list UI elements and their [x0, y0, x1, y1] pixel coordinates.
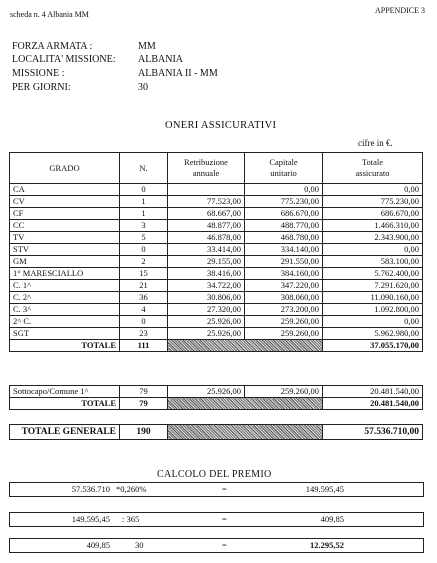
- table-row: [10, 268, 423, 280]
- cell-cap: 308.060,00: [245, 292, 323, 304]
- cell-cap: 347.220,00: [245, 280, 323, 292]
- info-value-forza-armata: MM: [138, 41, 156, 52]
- cell-tot: 2.343.900,00: [323, 232, 423, 244]
- currency-note: cifre in €.: [358, 138, 393, 148]
- cell-cap: 488.770,00: [245, 220, 323, 232]
- totale-row: [10, 340, 423, 352]
- calcolo-equals: =: [222, 540, 227, 550]
- calcolo-result: 409,85: [320, 514, 344, 524]
- cell-cap: 273.200,00: [245, 304, 323, 316]
- appendix-label: APPENDICE 3: [374, 6, 425, 15]
- cell-n: 1: [120, 208, 168, 220]
- cell-retr: 29.155,00: [168, 256, 245, 268]
- header-n: N.: [120, 153, 168, 184]
- cell-tot: 20.481.540,00: [323, 386, 423, 398]
- cell-cap: 259.260,00: [245, 386, 323, 398]
- shaded-cell: [168, 398, 323, 410]
- calcolo-operand: 409,85: [86, 540, 110, 550]
- cell-retr: 25.926,00: [168, 386, 245, 398]
- totale-generale-amount: 57.536.710,00: [323, 425, 423, 440]
- cell-retr: 34.722,00: [168, 280, 245, 292]
- cell-tot: 0,00: [323, 244, 423, 256]
- cell-n: 15: [120, 268, 168, 280]
- info-value-giorni: 30: [138, 82, 148, 93]
- calcolo-row: [9, 512, 424, 527]
- table-row: [10, 304, 423, 316]
- table-row: [10, 386, 423, 398]
- info-label-giorni: PER GIORNI:: [12, 82, 71, 93]
- info-label-missione: MISSIONE :: [12, 68, 65, 79]
- cell-grado: SGT: [10, 328, 120, 340]
- sottocapo-table: [9, 385, 423, 410]
- table-row: [10, 256, 423, 268]
- cell-grado: Sottocapo/Comune 1^: [10, 386, 120, 398]
- cell-cap: 259.260,00: [245, 328, 323, 340]
- cell-tot: 0,00: [323, 184, 423, 196]
- cell-cap: 775.230,00: [245, 196, 323, 208]
- cell-tot: 5.762.400,00: [323, 268, 423, 280]
- header-retribuzione: Retribuzione annuale: [168, 153, 245, 184]
- cell-grado: C. 2^: [10, 292, 120, 304]
- table-header-row: [10, 153, 423, 184]
- cell-grado: CV: [10, 196, 120, 208]
- document-reference: scheda n. 4 Albania MM: [10, 10, 89, 19]
- cell-grado: C. 3^: [10, 304, 120, 316]
- cell-grado: GM: [10, 256, 120, 268]
- header-grado: GRADO: [10, 153, 120, 184]
- cell-retr: 30.806,00: [168, 292, 245, 304]
- totale-label: TOTALE: [10, 340, 120, 352]
- totale-amount: 20.481.540,00: [323, 398, 423, 410]
- cell-n: 23: [120, 328, 168, 340]
- calcolo-title: CALCOLO DEL PREMIO: [157, 469, 272, 480]
- cell-n: 4: [120, 304, 168, 316]
- cell-n: 21: [120, 280, 168, 292]
- cell-cap: 384.160,00: [245, 268, 323, 280]
- totale-label: TOTALE: [10, 398, 120, 410]
- calcolo-final-result: 12.295,52: [310, 540, 344, 550]
- cell-grado: 1° MARESCIALLO: [10, 268, 120, 280]
- cell-retr: 27.320,00: [168, 304, 245, 316]
- calcolo-equals: =: [222, 484, 227, 494]
- totale-n: 79: [120, 398, 168, 410]
- cell-cap: 334.140,00: [245, 244, 323, 256]
- calcolo-operand: 57.536.710: [71, 484, 110, 494]
- totale-n: 111: [120, 340, 168, 352]
- cell-n: 0: [120, 244, 168, 256]
- info-value-localita: ALBANIA: [138, 54, 183, 65]
- cell-tot: 1.092.800,00: [323, 304, 423, 316]
- cell-cap: 291.550,00: [245, 256, 323, 268]
- table-row: [10, 316, 423, 328]
- cell-tot: 0,00: [323, 316, 423, 328]
- table-row: [10, 292, 423, 304]
- header-totale: Totale assicurato: [323, 153, 423, 184]
- totale-amount: 37.055.170,00: [323, 340, 423, 352]
- cell-grado: CC: [10, 220, 120, 232]
- calcolo-operator: : 365: [122, 514, 140, 524]
- calcolo-result: 149.595,45: [305, 484, 344, 494]
- table-row: [10, 328, 423, 340]
- section-title: ONERI ASSICURATIVI: [165, 120, 277, 131]
- cell-retr: 33.414,00: [168, 244, 245, 256]
- cell-n: 5: [120, 232, 168, 244]
- totale-generale-row: [10, 425, 423, 440]
- cell-retr: 77.523,00: [168, 196, 245, 208]
- cell-grado: 2^ C.: [10, 316, 120, 328]
- cell-grado: STV: [10, 244, 120, 256]
- cell-n: 79: [120, 386, 168, 398]
- cell-retr: 68.667,00: [168, 208, 245, 220]
- cell-retr: 48.877,00: [168, 220, 245, 232]
- table-row: [10, 184, 423, 196]
- insurance-table: [9, 152, 423, 352]
- header-capitale: Capitale unitario: [245, 153, 323, 184]
- table-row: [10, 280, 423, 292]
- cell-grado: TV: [10, 232, 120, 244]
- cell-tot: 1.466.310,00: [323, 220, 423, 232]
- calcolo-row: [9, 482, 424, 497]
- cell-retr: [168, 184, 245, 196]
- shaded-cell: [168, 340, 323, 352]
- cell-n: 2: [120, 256, 168, 268]
- cell-tot: 5.962.980,00: [323, 328, 423, 340]
- shaded-cell: [168, 425, 323, 440]
- cell-cap: 468.780,00: [245, 232, 323, 244]
- cell-tot: 775.230,00: [323, 196, 423, 208]
- cell-cap: 0,00: [245, 184, 323, 196]
- cell-n: 36: [120, 292, 168, 304]
- cell-n: 0: [120, 184, 168, 196]
- cell-n: 3: [120, 220, 168, 232]
- table-row: [10, 244, 423, 256]
- cell-tot: 7.291.620,00: [323, 280, 423, 292]
- calcolo-operand: 149.595,45: [71, 514, 110, 524]
- cell-tot: 11.090.160,00: [323, 292, 423, 304]
- cell-retr: 25.926,00: [168, 328, 245, 340]
- cell-grado: C. 1^: [10, 280, 120, 292]
- cell-cap: 259.260,00: [245, 316, 323, 328]
- calcolo-equals: =: [222, 514, 227, 524]
- calcolo-row: [9, 538, 424, 553]
- cell-grado: CA: [10, 184, 120, 196]
- info-value-missione: ALBANIA II - MM: [138, 68, 218, 79]
- cell-cap: 686.670,00: [245, 208, 323, 220]
- cell-grado: CF: [10, 208, 120, 220]
- info-label-localita: LOCALITA' MISSIONE:: [12, 54, 116, 65]
- cell-tot: 583.100,00: [323, 256, 423, 268]
- cell-tot: 686.670,00: [323, 208, 423, 220]
- cell-retr: 25.926,00: [168, 316, 245, 328]
- cell-n: 1: [120, 196, 168, 208]
- table-row: [10, 196, 423, 208]
- totale-generale-table: [9, 424, 423, 440]
- totale-row: [10, 398, 423, 410]
- calcolo-operator: 30: [135, 540, 144, 550]
- table-row: [10, 220, 423, 232]
- table-row: [10, 208, 423, 220]
- info-label-forza-armata: FORZA ARMATA :: [12, 41, 93, 52]
- cell-retr: 46.878,00: [168, 232, 245, 244]
- calcolo-operator: *0,260%: [116, 484, 147, 494]
- totale-generale-label: TOTALE GENERALE: [10, 425, 120, 440]
- table-row: [10, 232, 423, 244]
- cell-retr: 38.416,00: [168, 268, 245, 280]
- totale-generale-n: 190: [120, 425, 168, 440]
- cell-n: 0: [120, 316, 168, 328]
